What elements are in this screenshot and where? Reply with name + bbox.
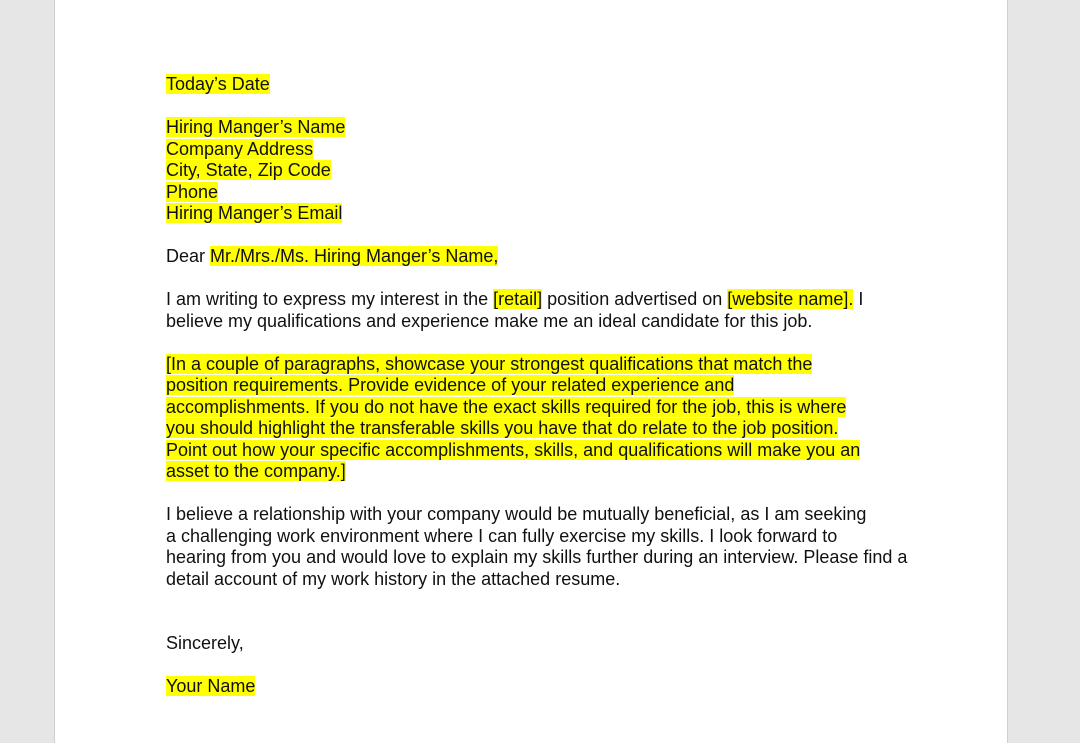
recipient-block	[166, 117, 926, 225]
placeholder-line: asset to the company.]	[166, 461, 346, 481]
qualifications-placeholder-paragraph	[166, 354, 926, 483]
signature-placeholder: Your Name	[166, 676, 256, 696]
signature-line	[166, 676, 926, 698]
document-page[interactable]	[54, 0, 1008, 743]
recipient-address: Company Address	[166, 138, 314, 159]
salutation-name: Mr./Mrs./Ms. Hiring Manger’s Name,	[210, 246, 499, 266]
spacer	[166, 96, 926, 118]
closing-line: I believe a relationship with your company would be mutually beneficial, as I am seeking	[166, 504, 867, 524]
intro-text: position advertised on	[542, 289, 728, 309]
sign-off: Sincerely,	[166, 633, 244, 653]
placeholder-line: you should highlight the transferable skills you have that do relate to the job position.	[166, 418, 839, 438]
spacer	[166, 332, 926, 354]
closing-line: detail account of my work history in the attached resume.	[166, 568, 621, 589]
date-line	[166, 74, 926, 96]
position-placeholder: [retail]	[493, 289, 543, 309]
cover-letter-body[interactable]	[166, 74, 926, 698]
placeholder-line: position requirements. Provide evidence of your related experience and	[166, 375, 735, 395]
closing-paragraph	[166, 504, 926, 590]
salutation	[166, 246, 926, 268]
spacer	[166, 225, 926, 247]
closing-line: a challenging work environment where I can fully exercise my skills. I look forward to	[166, 525, 838, 546]
spacer	[166, 590, 926, 633]
intro-text: I am writing to express my interest in the	[166, 289, 494, 309]
closing-line: hearing from you and would love to explain my skills further during an interview. Please find a	[166, 547, 908, 567]
recipient-email: Hiring Manger’s Email	[166, 203, 343, 223]
salutation-prefix: Dear	[166, 246, 211, 266]
placeholder-line: Point out how your specific accomplishments, skills, and qualifications will make you an	[166, 439, 861, 460]
intro-text: I	[853, 289, 864, 309]
spacer	[166, 655, 926, 677]
recipient-phone: Phone	[166, 181, 219, 202]
intro-paragraph	[166, 289, 926, 332]
spacer	[166, 483, 926, 505]
placeholder-line: [In a couple of paragraphs, showcase your strongest qualifications that match the	[166, 353, 813, 374]
recipient-name: Hiring Manger’s Name	[166, 117, 346, 137]
placeholder-line: accomplishments. If you do not have the exact skills required for the job, this is where	[166, 396, 847, 417]
spacer	[166, 268, 926, 290]
website-placeholder: [website name].	[727, 289, 854, 309]
recipient-city-state-zip: City, State, Zip Code	[166, 160, 331, 180]
date-placeholder: Today’s Date	[166, 74, 270, 94]
intro-text: believe my qualifications and experience make me an ideal candidate for this job.	[166, 310, 813, 331]
